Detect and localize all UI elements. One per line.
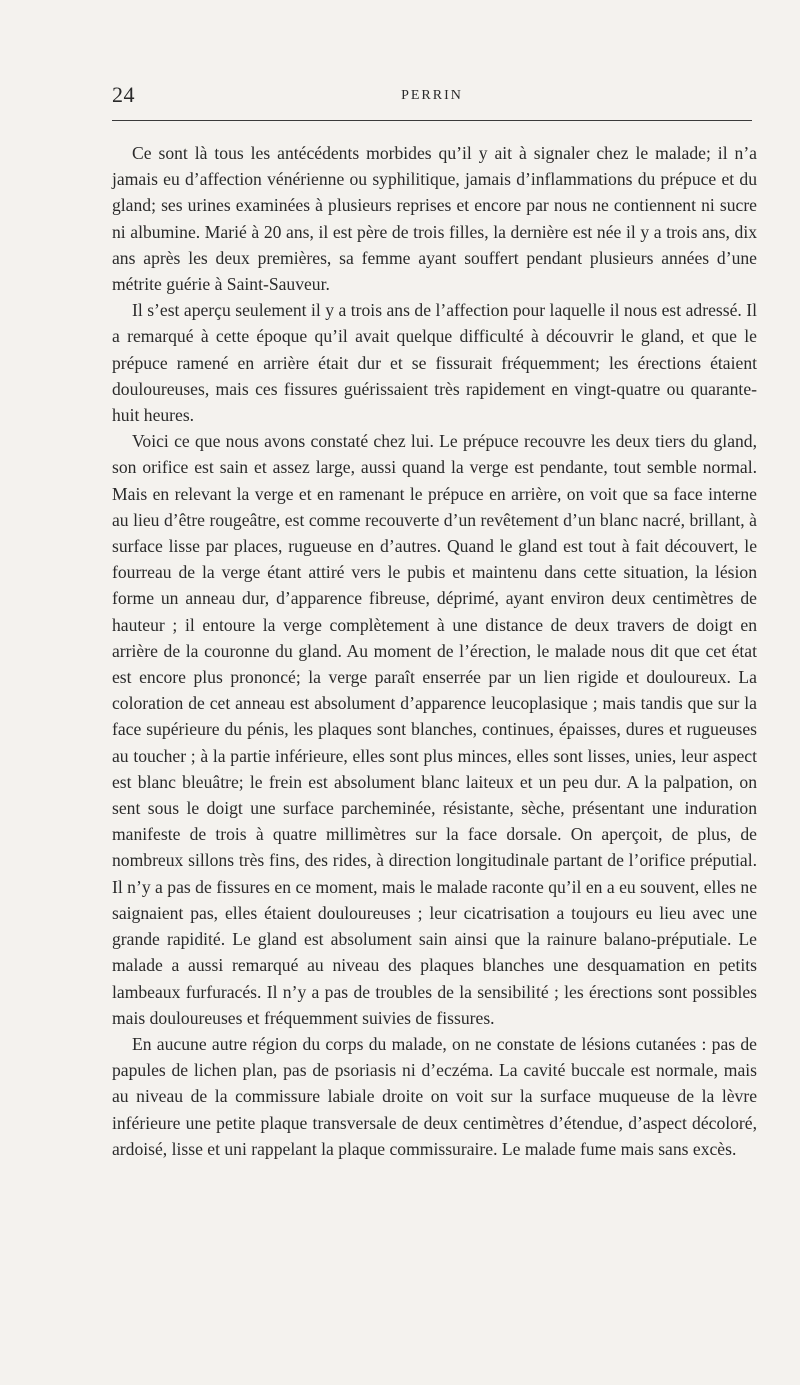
header-rule	[112, 120, 752, 121]
page-header	[112, 82, 752, 112]
running-head: PERRIN	[401, 88, 463, 103]
body-text	[112, 140, 757, 1162]
paragraph-other-regions: En aucune autre région du corps du malade, on ne constate de lésions cutanées : pas de papules de lichen plan, pas de psoriasis ni d’eczéma. La cavité buccale est normale, mais au niveau de la commissure labiale droite on voit sur la surface muqueuse de la lèvre inférieure une petite plaque transversale de deux centimètres d’étendue, d’aspect décoloré, ardoisé, lisse et uni rappelant la plaque commissuraire. Le malade fume mais sans excès.	[112, 1033, 757, 1159]
paragraph-antecedents: Ce sont là tous les antécédents morbides qu’il y ait à signaler chez le malade; il n’a jamais eu d’affection vénérienne ou syphilitique, jamais d’inflammations du prépuce et du gland; ses urines examinées à plusieurs reprises et encore par nous ne contiennent ni sucre ni albumine. Marié à 20 ans, il est père de trois filles, la dernière est née il y a trois ans, dix ans après les deux premières, sa femme ayant souffert pendant plusieurs années d’une métrite guérie à Saint-Sauveur.	[112, 143, 757, 295]
paragraph-history: Il s’est aperçu seulement il y a trois ans de l’affection pour laquelle il nous est adressé. Il a remarqué à cette époque qu’il avait quelque difficulté à découvrir le gland, et que le prépuce ramené en arrière était dur et se fissurait fréquemment; les érections étaient douloureuses, mais ces fissures guérissaient très rapidement en vingt-quatre ou quarante-huit heures.	[112, 300, 757, 426]
page-number: 24	[112, 82, 135, 107]
paragraph-examination: Voici ce que nous avons constaté chez lui. Le prépuce recouvre les deux tiers du gland, son orifice est sain et assez large, aussi quand la verge est pendante, tout semble normal. Mais en relevant la verge et en ramenant le prépuce en arrière, on voit que sa face interne au lieu d’être rougeâtre, est comme recouverte d’un revêtement d’un blanc nacré, brillant, à surface lisse par places, rugueuse en d’autres. Quand le gland est tout à fait découvert, le fourreau de la verge étant attiré vers le pubis et maintenu dans cette situation, la lésion forme un anneau dur, d’apparence fibreuse, déprimé, ayant environ deux centimètres de hauteur ; il entoure la verge complètement à une distance de deux travers de doigt en arrière de la couronne du gland. Au moment de l’érection, le malade nous dit que cet état est encore plus prononcé; la verge paraît enserrée par un lien rigide et douloureux. La coloration de cet anneau est absolument d’apparence leucoplasique ; mais tandis que sur la face supérieure du pénis, les plaques sont blanches, continues, épaisses, dures et rugueuses au toucher ; à la partie inférieure, elles sont plus minces, elles sont lisses, unies, leur aspect est blanc bleuâtre; le frein est absolument blanc laiteux et un peu dur. A la palpation, on sent sous le doigt une surface parcheminée, résistante, sèche, présentant une induration manifeste de trois à quatre millimètres sur la face dorsale. On aperçoit, de plus, de nombreux sillons très fins, des rides, à direction longitudinale partant de l’orifice préputial. Il n’y a pas de fissures en ce moment, mais le malade raconte qu’il en a eu souvent, elles ne saignaient pas, elles étaient douloureuses ; leur cicatrisation a toujours eu lieu avec une grande rapidité. Le gland est absolument sain ainsi que la rainure balano-préputiale. Le malade a aussi remarqué au niveau des plaques blanches une desquamation en petits lambeaux furfuracés. Il n’y a pas de troubles de la sensibilité ; les érections sont possibles mais douloureuses et fréquemment suivies de fissures.	[112, 431, 757, 1028]
